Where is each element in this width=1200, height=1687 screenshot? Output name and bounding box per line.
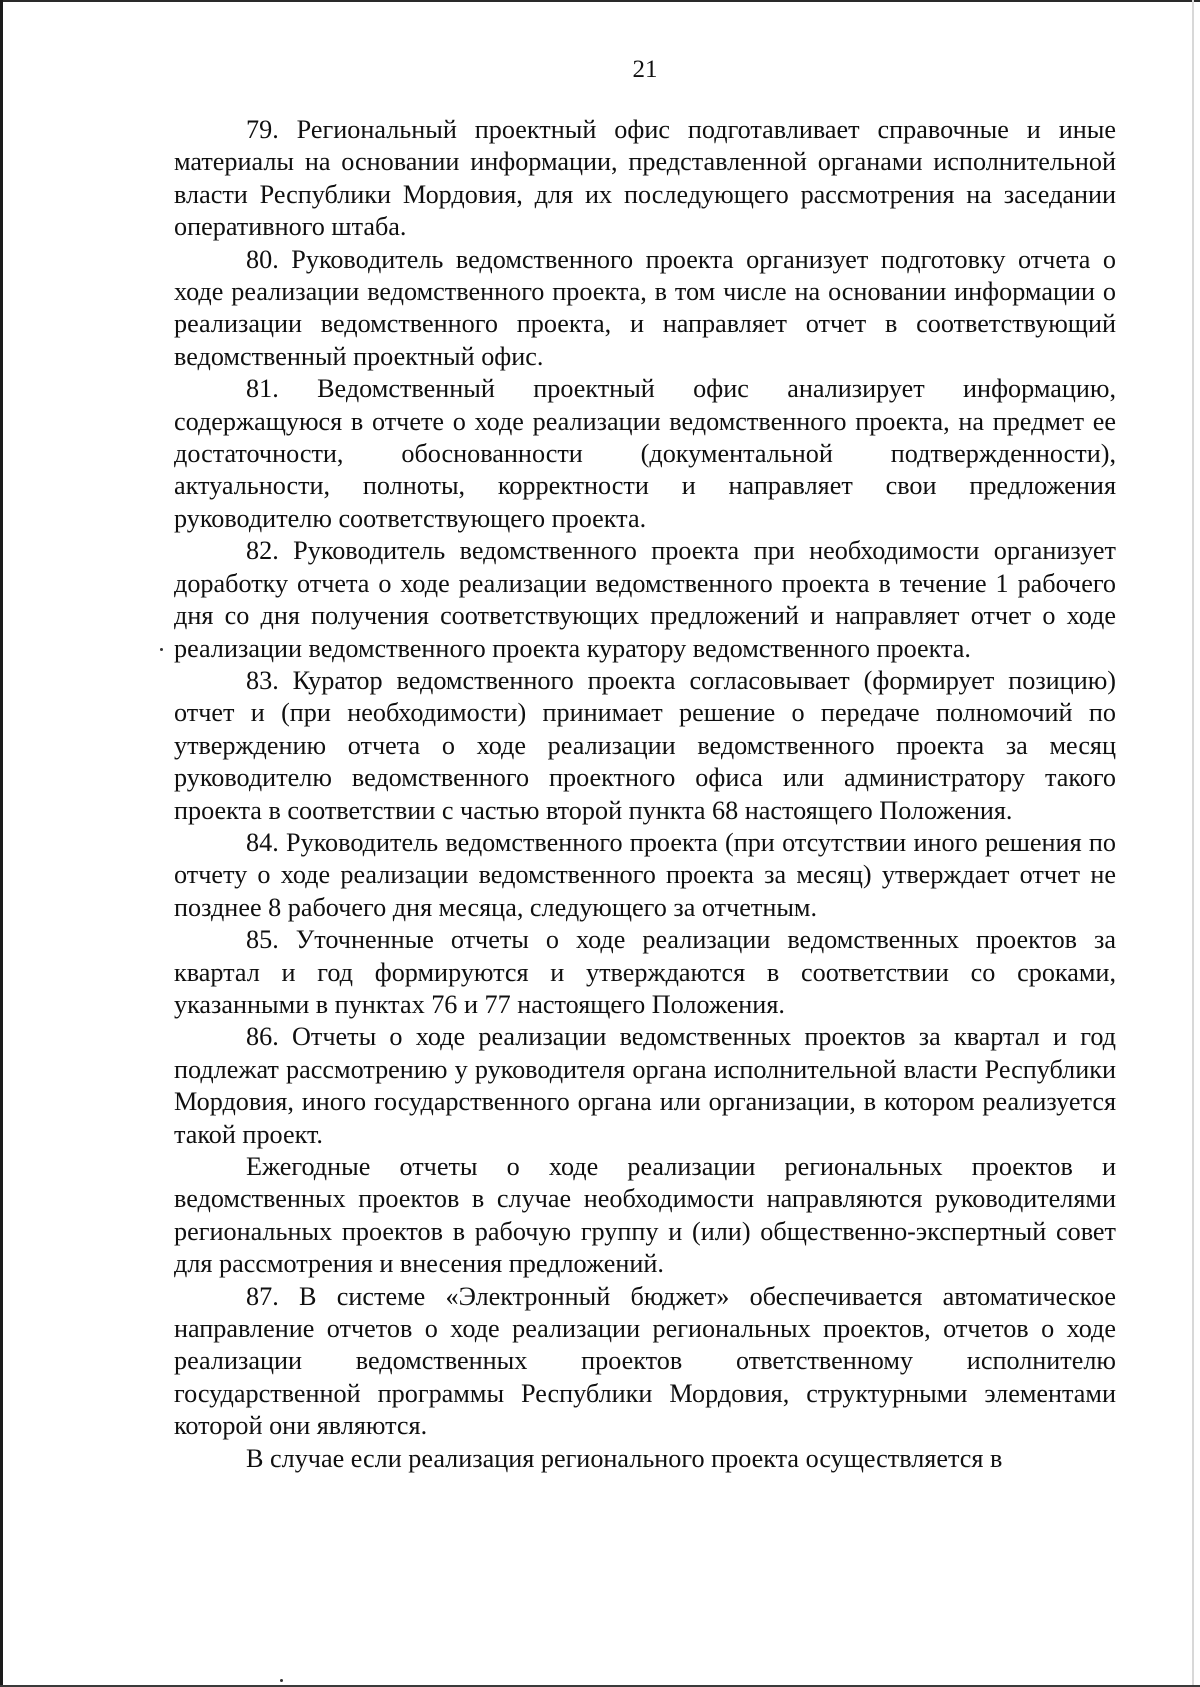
paragraph-86: 86. Отчеты о ходе реализации ведомственных проектов за квартал и год подлежат рассмотрению у руководителя органа исполнительной власти Республики Мордовия, иного государственного органа или организации, в котором реализуется такой проект. <box>174 1022 1116 1149</box>
paragraph-79: 79. Региональный проектный офис подготавливает справочные и иные материалы на основании информации, представленной органами исполнительной власти Республики Мордовия, для их последующего рассмотрения на заседании оперативного штаба. <box>174 115 1116 242</box>
paragraph-86-continuation: Ежегодные отчеты о ходе реализации региональных проектов и ведомственных проектов в случае необходимости направляются руководителями региональных проектов в рабочую группу и (или) общественно-экспертный совет для рассмотрения и внесения предложений. <box>174 1152 1116 1279</box>
scan-edge-right <box>1192 0 1194 1687</box>
paragraph-82: 82. Руководитель ведомственного проекта при необходимости организует доработку отчета о ходе реализации ведомственного проекта в течение 1 рабочего дня со дня получения соответствующих предложений и направляет отчет о ходе реализации ведомственного проекта куратору ведомственного проекта. <box>174 536 1116 663</box>
page-number: 21 <box>632 56 658 83</box>
paragraph-81: 81. Ведомственный проектный офис анализирует информацию, содержащуюся в отчете о ходе реализации ведомственного проекта, на предмет ее достаточности, обоснованности (документальной подтвержденности), актуальности, полноты, корректности и направляет свои предложения руководителю соответствующего проекта. <box>174 374 1116 533</box>
scan-edge-left <box>0 0 3 1687</box>
paragraph-84: 84. Руководитель ведомственного проекта (при отсутствии иного решения по отчету о ходе реализации ведомственного проекта за месяц) утверждает отчет не позднее 8 рабочего дня месяца, следующего за отчетным. <box>174 827 1116 922</box>
scan-speck <box>280 1679 283 1682</box>
scan-edge-top <box>0 0 1200 2</box>
paragraph-85: 85. Уточненные отчеты о ходе реализации ведомственных проектов за квартал и год формируются и утверждаются в соответствии со сроками, указанными в пунктах 76 и 77 настоящего Положения. <box>174 925 1116 1019</box>
paragraph-87: 87. В системе «Электронный бюджет» обеспечивается автоматическое направление отчетов о ходе реализации региональных проектов, отчетов о ходе реализации ведомственных проектов ответственному исполнителю государственной программы Республики Мордовия, структурными элементами которой они являются. <box>174 1281 1116 1441</box>
paragraph-80: 80. Руководитель ведомственного проекта организует подготовку отчета о ходе реализации ведомственного проекта, в том числе на основании информации о реализации ведомственного проекта, и направляет отчет в соответствующий ведомственный проектный офис. <box>174 244 1116 371</box>
paragraph-87-continuation: В случае если реализация регионального проекта осуществляется в <box>246 1443 1003 1473</box>
scan-speck <box>160 648 163 651</box>
document-body <box>174 114 1116 1475</box>
paragraph-83: 83. Куратор ведомственного проекта согласовывает (формирует позицию) отчет и (при необходимости) принимает решение о передаче полномочий по утверждению отчета о ходе реализации ведомственного проекта за месяц руководителю ведомственного проектного офиса или администратору такого проекта в соответствии с частью второй пункта 68 настоящего Положения. <box>174 665 1116 825</box>
